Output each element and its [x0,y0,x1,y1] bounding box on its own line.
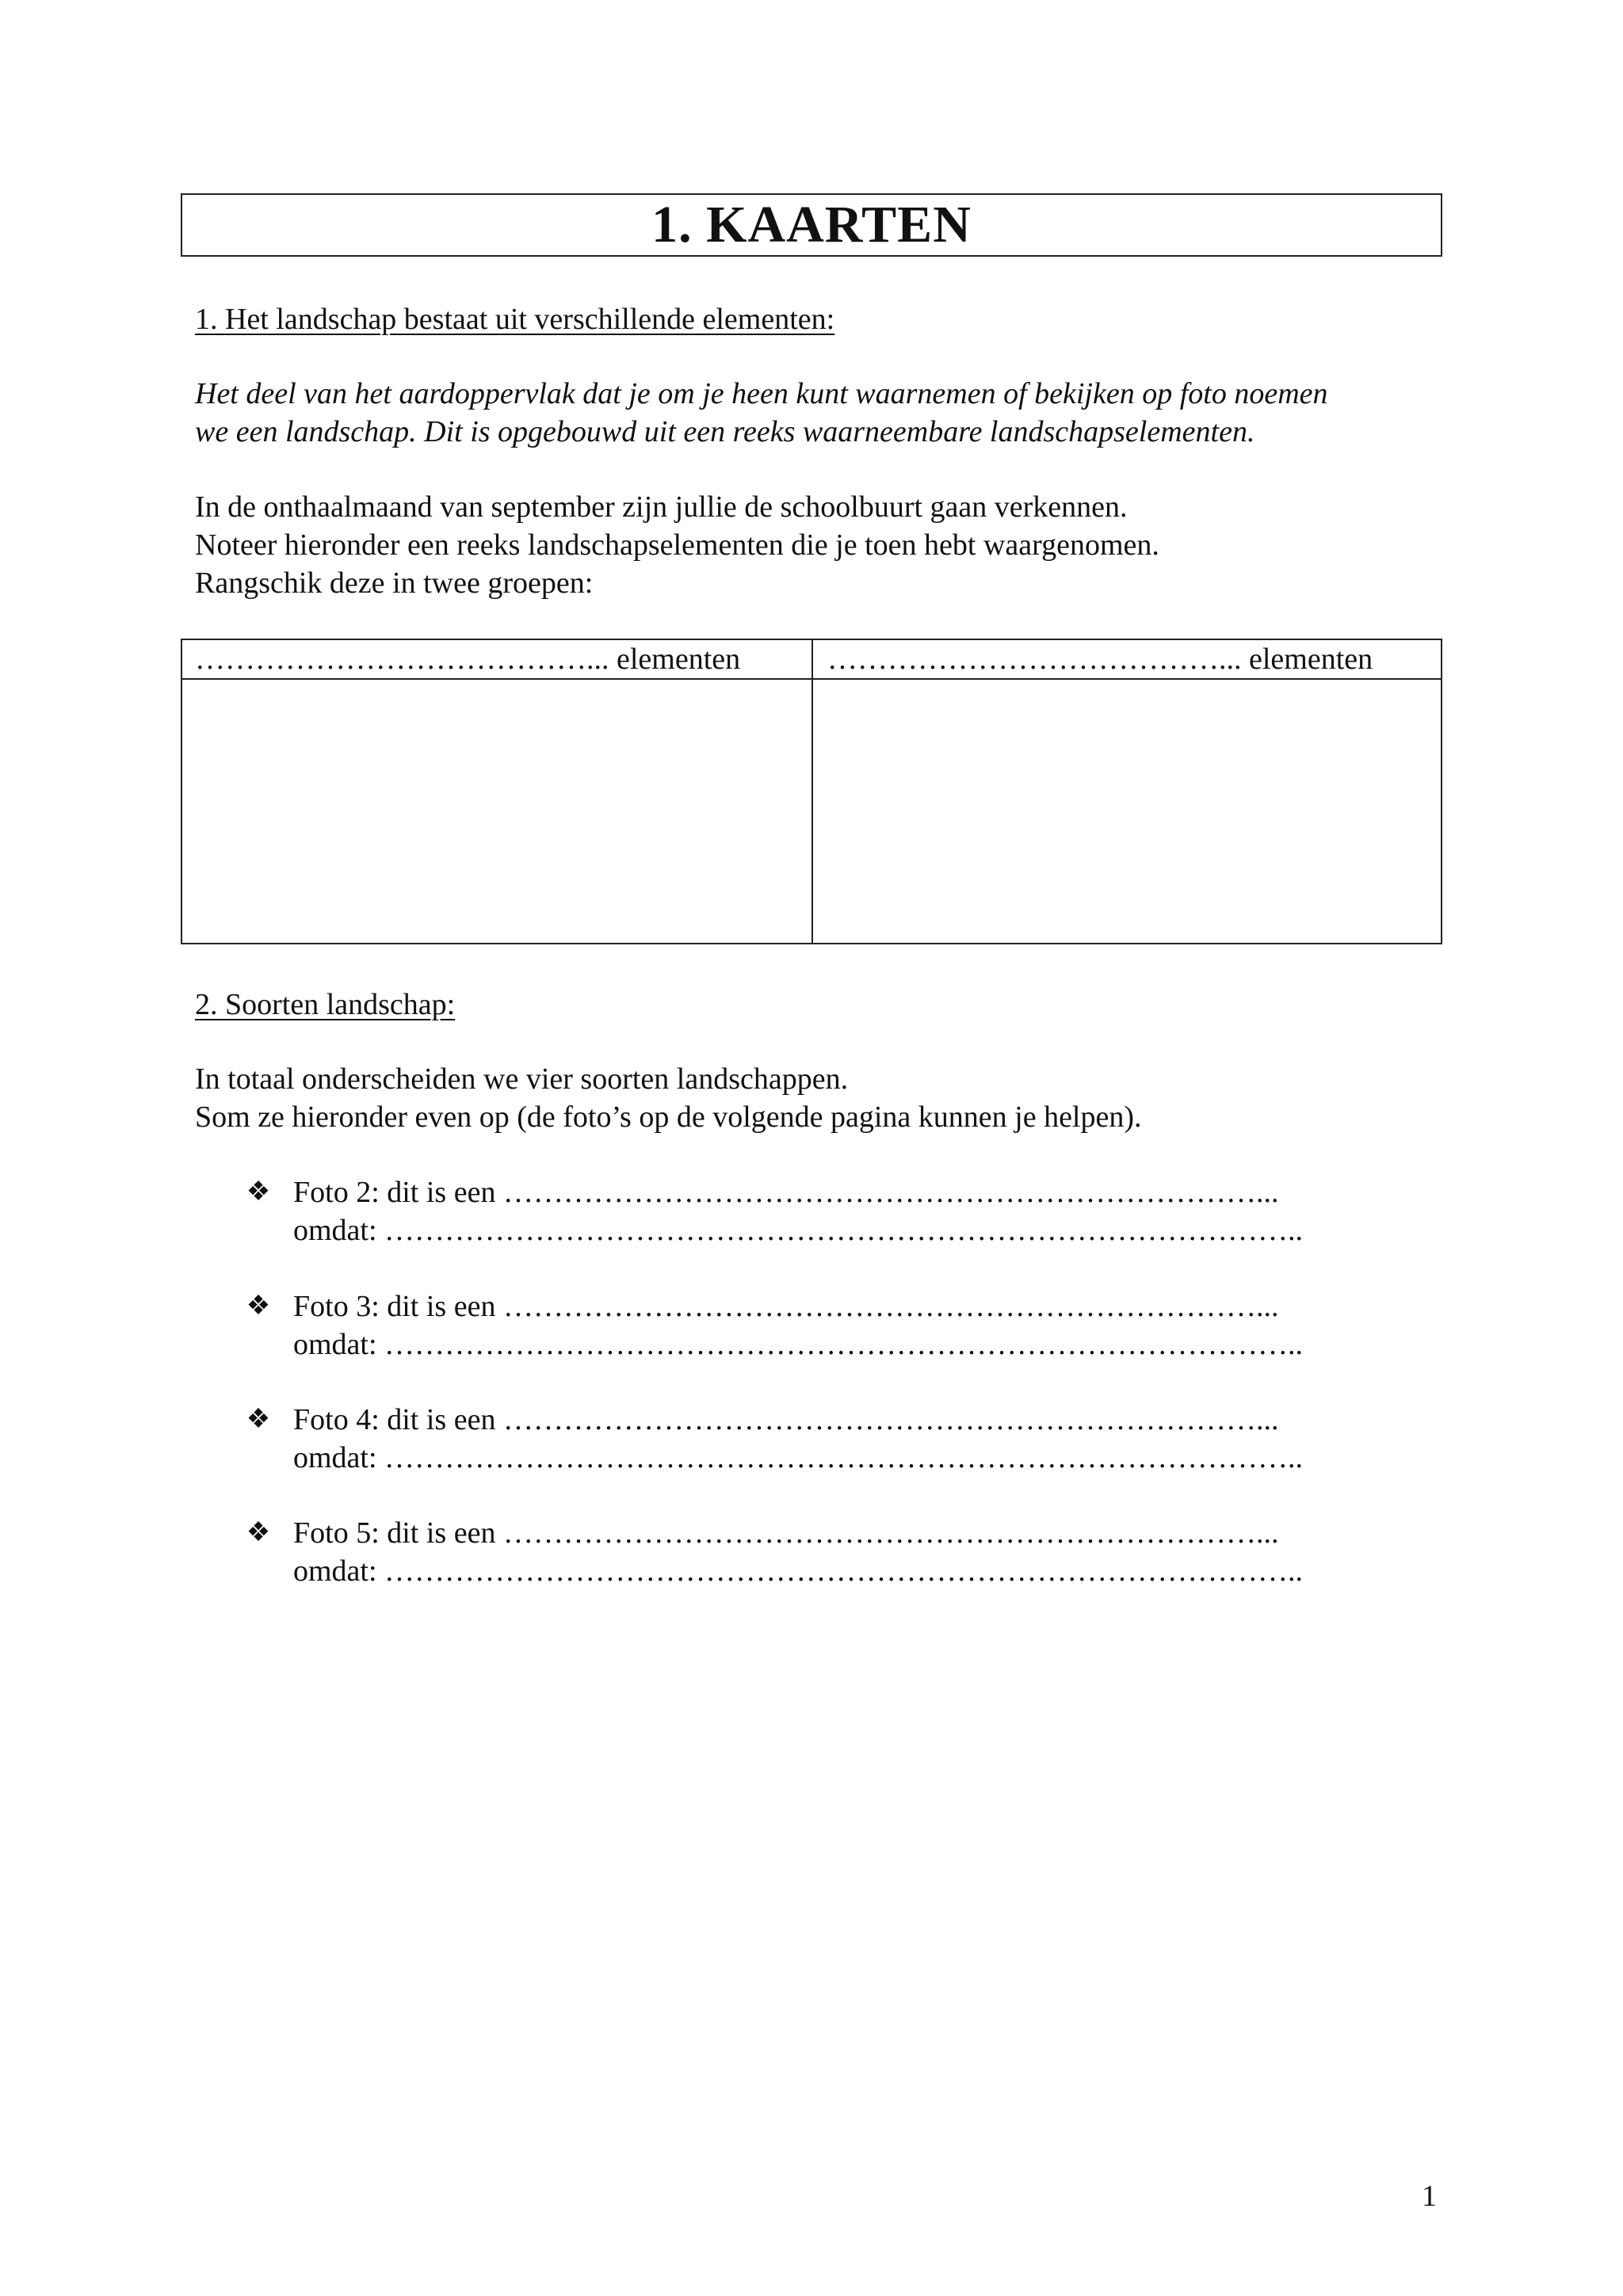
table-header-right: …………………………………... elementen [827,643,1373,676]
page-title: 1. KAARTEN [651,196,972,254]
foto-4-answer-line: Foto 4: dit is een …………………………………………………………………... [293,1403,1279,1436]
foto-2-answer-line: Foto 2: dit is een …………………………………………………………………... [293,1176,1279,1209]
intro-line-2: we een landschap. Dit is opgebouwd uit een reeks waarneembare landschapselementen. [195,415,1255,448]
diamond-bullet-icon: ❖ [246,1405,271,1434]
title-box [181,193,1442,257]
intro-line-1: Het deel van het aardoppervlak dat je om je heen kunt waarnemen of bekijken op foto noemen [195,377,1328,410]
section2-instruction-2: Som ze hieronder even op (de foto’s op de volgende pagina kunnen je helpen). [195,1100,1142,1134]
section2-heading: 2. Soorten landschap: [195,988,456,1021]
instruction-line-2: Noteer hieronder een reeks landschapselementen die je toen hebt waargenomen. [195,528,1159,562]
elements-table [181,639,1442,944]
diamond-bullet-icon: ❖ [246,1291,271,1321]
section1-heading: 1. Het landschap bestaat uit verschillende elementen: [195,303,835,336]
foto-5-answer-line: Foto 5: dit is een …………………………………………………………………... [293,1516,1279,1550]
instruction-line-3: Rangschik deze in twee groepen: [195,566,594,600]
instruction-line-1: In de onthaalmaand van september zijn jullie de schoolbuurt gaan verkennen. [195,490,1128,524]
foto-3-reason-line: omdat: ……………………………………………………………………………….. [293,1328,1304,1361]
foto-3-answer-line: Foto 3: dit is een …………………………………………………………………... [293,1290,1279,1323]
foto-4-reason-line: omdat: ……………………………………………………………………………….. [293,1441,1304,1474]
foto-5-reason-line: omdat: ……………………………………………………………………………….. [293,1554,1304,1588]
foto-2-reason-line: omdat: ……………………………………………………………………………….. [293,1214,1304,1247]
diamond-bullet-icon: ❖ [246,1518,271,1547]
page-number: 1 [1422,2180,1437,2213]
section2-instruction-1: In totaal onderscheiden we vier soorten landschappen. [195,1062,849,1096]
table-header-left: …………………………………... elementen [195,643,741,676]
table-cell-right[interactable] [813,680,1441,943]
diamond-bullet-icon: ❖ [246,1177,271,1207]
table-cell-left[interactable] [182,680,812,943]
